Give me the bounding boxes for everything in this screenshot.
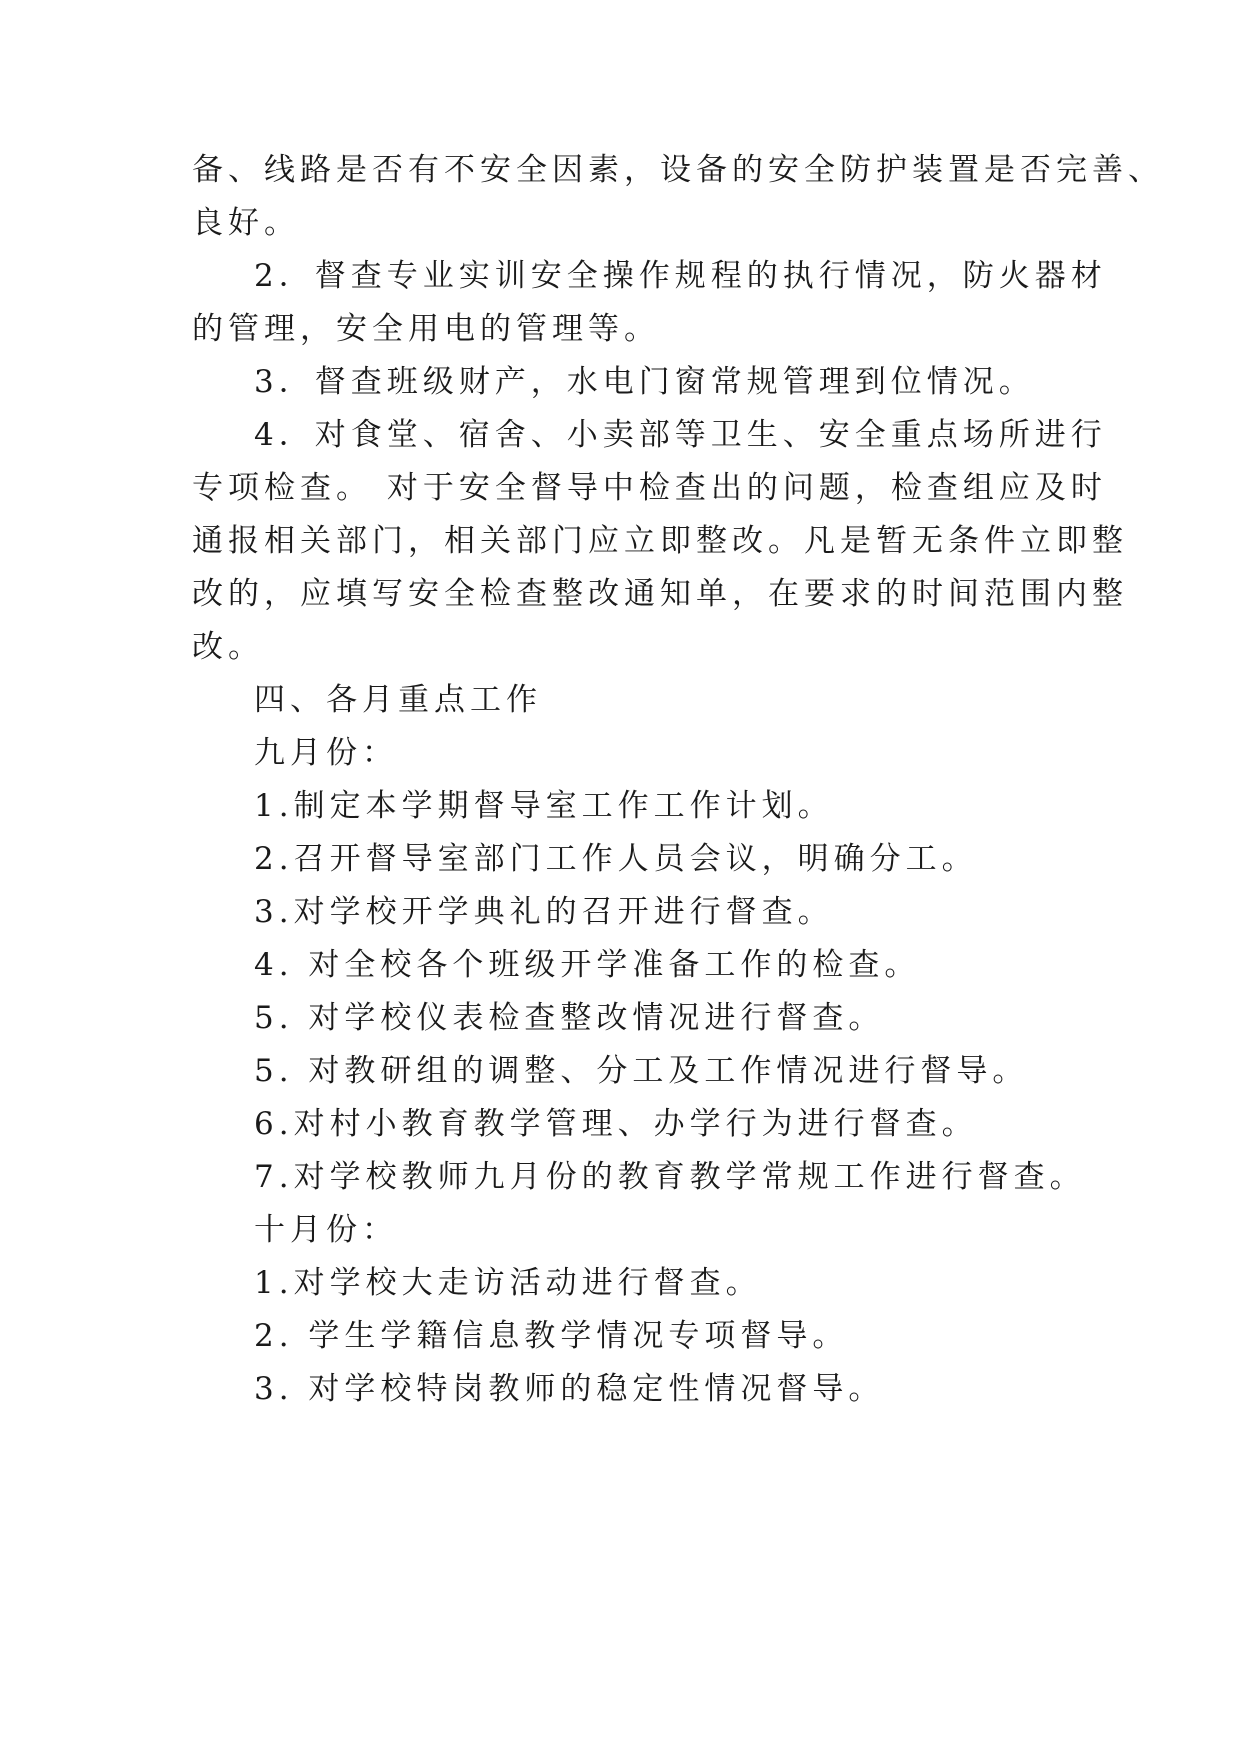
paragraph-line: 通报相关部门，相关部门应立即整改。凡是暂无条件立即整 — [192, 523, 1128, 559]
paragraph-line: 备、线路是否有不安全因素，设备的安全防护装置是否完善、 — [192, 152, 1164, 188]
september-item: 4. 对全校各个班级开学准备工作的检查。 — [254, 947, 921, 983]
paragraph-line: 专项检查。 对于安全督导中检查出的问题，检查组应及时 — [192, 470, 1107, 506]
paragraph-line: 的管理，安全用电的管理等。 — [192, 311, 660, 347]
september-item: 1.制定本学期督导室工作工作计划。 — [254, 788, 834, 824]
paragraph-line: 改的，应填写安全检查整改通知单，在要求的时间范围内整 — [192, 576, 1128, 612]
september-item: 5. 对教研组的调整、分工及工作情况进行督导。 — [254, 1053, 1029, 1089]
list-item-line: 2．督查专业实训安全操作规程的执行情况，防火器材 — [254, 258, 1107, 294]
september-item: 6.对村小教育教学管理、办学行为进行督查。 — [254, 1106, 978, 1142]
list-item-line: 4．对食堂、宿舍、小卖部等卫生、安全重点场所进行 — [254, 417, 1107, 453]
september-item: 5. 对学校仪表检查整改情况进行督查。 — [254, 1000, 885, 1036]
october-item: 3. 对学校特岗教师的稳定性情况督导。 — [254, 1371, 885, 1407]
month-heading-october: 十月份： — [254, 1212, 398, 1248]
september-item: 7.对学校教师九月份的教育教学常规工作进行督查。 — [254, 1159, 1086, 1195]
list-item-line: 3．督查班级财产，水电门窗常规管理到位情况。 — [254, 364, 1035, 400]
month-heading-september: 九月份： — [254, 735, 398, 771]
october-item: 1.对学校大走访活动进行督查。 — [254, 1265, 762, 1301]
paragraph-line: 良好。 — [192, 205, 300, 241]
paragraph-line: 改。 — [192, 629, 264, 665]
october-item: 2. 学生学籍信息教学情况专项督导。 — [254, 1318, 849, 1354]
september-item: 3.对学校开学典礼的召开进行督查。 — [254, 894, 834, 930]
section-heading: 四、各月重点工作 — [254, 682, 542, 718]
september-item: 2.召开督导室部门工作人员会议，明确分工。 — [254, 841, 978, 877]
